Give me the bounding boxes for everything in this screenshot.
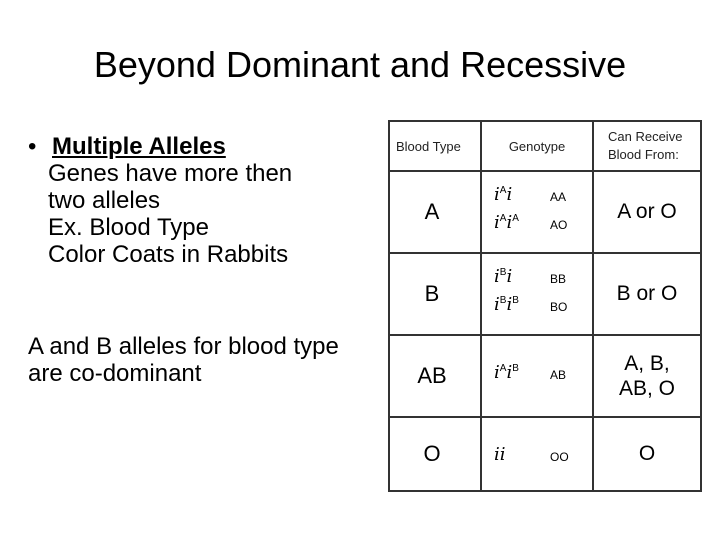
genotype-code: AA [550,190,567,204]
slide-title: Beyond Dominant and Recessive [93,44,627,85]
allele-letter: i [506,184,513,205]
genotype-code: BO [550,300,568,314]
codominance-line: are co-dominant [28,359,202,387]
allele-superscript: B [512,363,519,374]
allele-superscript: A [499,363,507,374]
genotype-cell [481,253,593,335]
can-receive-line: AB, O [618,377,676,400]
genotype-symbol [494,212,519,233]
table-header-row [389,121,701,171]
genotype-code: BB [550,272,567,286]
allele-letter: i [494,444,500,465]
genotype-code: OO [550,450,569,464]
allele-letter: i [494,362,500,383]
can-receive-line: B or O [616,282,678,306]
allele-superscript: B [499,267,507,278]
bullet-body [28,161,292,269]
can-receive-line: O [638,442,656,466]
codominance-line: A and B alleles for blood type [28,333,339,360]
header-can-receive-line: Can Receive [608,129,683,145]
table-row [389,171,701,253]
genotype-symbol [494,184,512,205]
allele-superscript: B [512,295,519,306]
allele-letter: i [506,266,513,287]
blood-type-cell: AB [389,335,481,417]
can-receive-cell [593,417,701,491]
allele-letter: i [494,184,500,205]
genotype-symbol [494,294,519,315]
blood-type-table-wrap [388,120,700,502]
genotype-code: AO [550,218,568,232]
table-row [389,335,701,417]
genotype-code: AB [550,368,567,382]
header-can-receive-line: Blood From: [608,147,679,162]
bullet-line: Color Coats in Rabbits [48,240,289,268]
bullet-line: two alleles [48,186,161,214]
genotype-cell [481,335,593,417]
allele-superscript: A [512,213,519,224]
table-row [389,253,701,335]
can-receive-line: A, B, [624,351,670,375]
allele-letter: i [494,212,500,233]
blood-type-table [388,120,702,492]
bullet-heading: Multiple Alleles [52,133,226,160]
codominance-note [28,334,339,388]
allele-superscript: B [499,295,507,306]
header-can-receive [593,121,701,171]
allele-superscript: A [499,185,507,196]
bullet-line: Genes have more then [48,159,293,187]
header-genotype: Genotype [481,121,593,171]
genotype-symbol [494,362,519,383]
header-blood-type: Blood Type [389,121,481,171]
can-receive-cell [593,253,701,335]
bullet-dot-icon: • [28,133,37,160]
can-receive-line: A or O [617,200,677,224]
genotype-cell [481,171,593,253]
allele-letter: i [494,294,500,315]
genotype-cell [481,417,593,491]
allele-letter: i [499,444,506,465]
allele-letter: i [506,212,513,233]
bullet-multiple-alleles [28,134,292,268]
bullet-line: Ex. Blood Type [48,213,209,241]
allele-letter: i [506,294,513,315]
genotype-symbol [494,266,512,287]
allele-superscript: A [499,213,507,224]
table-row [389,417,701,491]
can-receive-cell [593,335,701,417]
blood-type-cell: O [389,417,481,491]
allele-letter: i [494,266,500,287]
allele-letter: i [506,362,513,383]
can-receive-cell [593,171,701,253]
blood-type-cell: A [389,171,481,253]
blood-type-cell: B [389,253,481,335]
genotype-symbol [494,444,506,465]
